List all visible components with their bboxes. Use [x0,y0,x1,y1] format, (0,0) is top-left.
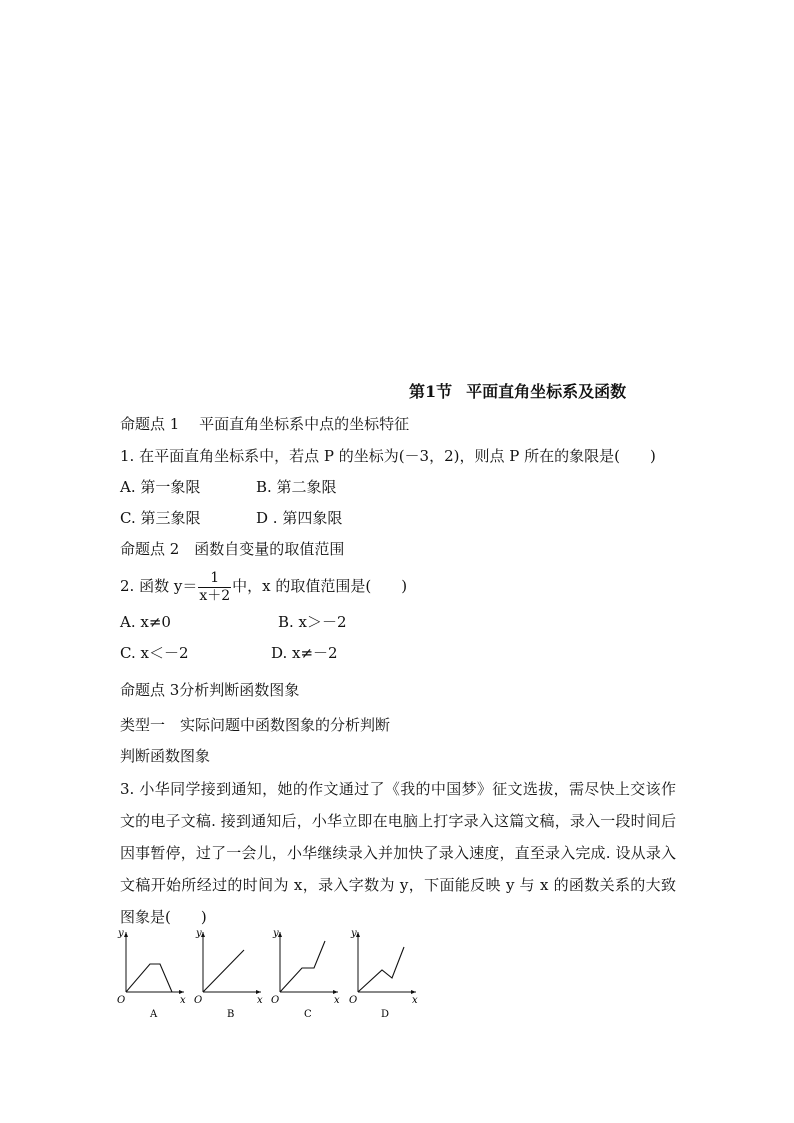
q1-option-b: B. 第二象限 [256,478,337,496]
graph-c-x-arrow-icon [333,990,338,994]
topic-2-heading: 命题点 2 函数自变量的取值范围 [120,540,345,558]
graph-a-x-label: x [180,995,186,1006]
graph-c-y-label: y [273,928,279,939]
q1-option-a: A. 第一象限 [120,478,201,496]
q2-suffix: 中，x 的取值范围是( ) [232,577,408,595]
graph-d-x-label: x [412,995,418,1006]
graph-a-y-arrow-icon [124,932,128,937]
question-3-text: 3. 小华同学接到通知，她的作文通过了《我的中国梦》征文选拔，需尽快上交该作文的电子文稿. 接到通知后，小华立即在电脑上打字录入这篇文稿，录入一段时间后因事暂停，过了一会儿，小华继续录入并加快了录入速度，直至录入完成. 设从录入文稿开始所经过的时间为 x，录入字数为 y，下面能反映 y 与 x 的函数关系的大致图象是( ) [120,780,676,926]
graph-b [194,928,263,1020]
graph-d-origin: O [349,995,358,1006]
fraction-denominator: x＋2 [199,587,231,604]
q2-prefix: 2. 函数 y＝ [120,577,198,595]
question-2-stem [120,568,407,605]
section-title [409,379,626,402]
graph-d [349,928,418,1020]
graph-d-y-label: y [351,928,357,939]
question-1-stem: 1. 在平面直角坐标系中，若点 P 的坐标为(－3，2)，则点 P 所在的象限是( ) [120,447,656,465]
graph-c [271,928,340,1020]
judge-graph-heading: 判断函数图象 [120,747,211,765]
fraction [198,570,231,605]
graph-b-x-label: x [257,995,263,1006]
q2-option-d: D. x≠－2 [271,644,338,662]
graph-c-x-label: x [334,995,340,1006]
graph-a-caption: A [150,1009,158,1020]
graph-b-x-arrow-icon [256,990,261,994]
section-heading: 平面直角坐标系及函数 [466,382,627,401]
graph-b-curve [203,950,244,992]
graph-a-curve [126,964,172,992]
section-number: 第1节 [409,382,453,401]
fraction-numerator: 1 [198,570,231,588]
graph-a-y-label: y [118,928,124,939]
graph-a-x-arrow-icon [179,990,184,994]
topic-1-heading: 命题点 1 平面直角坐标系中点的坐标特征 [120,415,410,433]
graph-d-caption: D [381,1009,390,1020]
graph-d-x-arrow-icon [411,990,416,994]
q2-option-b: B. x＞－2 [278,613,347,631]
type-1-heading: 类型一 实际问题中函数图象的分析判断 [120,716,391,734]
q1-option-d: D . 第四象限 [256,509,343,527]
graph-c-origin: O [271,995,280,1006]
answer-graphs [114,924,424,1020]
graph-d-curve [358,947,404,992]
graph-c-curve [280,941,325,992]
graph-b-caption: B [227,1009,235,1020]
graph-a [117,928,186,1020]
q1-option-c: C. 第三象限 [120,509,201,527]
q2-option-c: C. x＜－2 [120,644,189,662]
graph-b-y-label: y [196,928,202,939]
graph-c-caption: C [304,1009,312,1020]
topic-3-heading: 命题点 3分析判断函数图象 [120,681,300,699]
graph-b-origin: O [194,995,203,1006]
graph-a-origin: O [117,995,126,1006]
q2-option-a: A. x≠0 [120,613,171,631]
